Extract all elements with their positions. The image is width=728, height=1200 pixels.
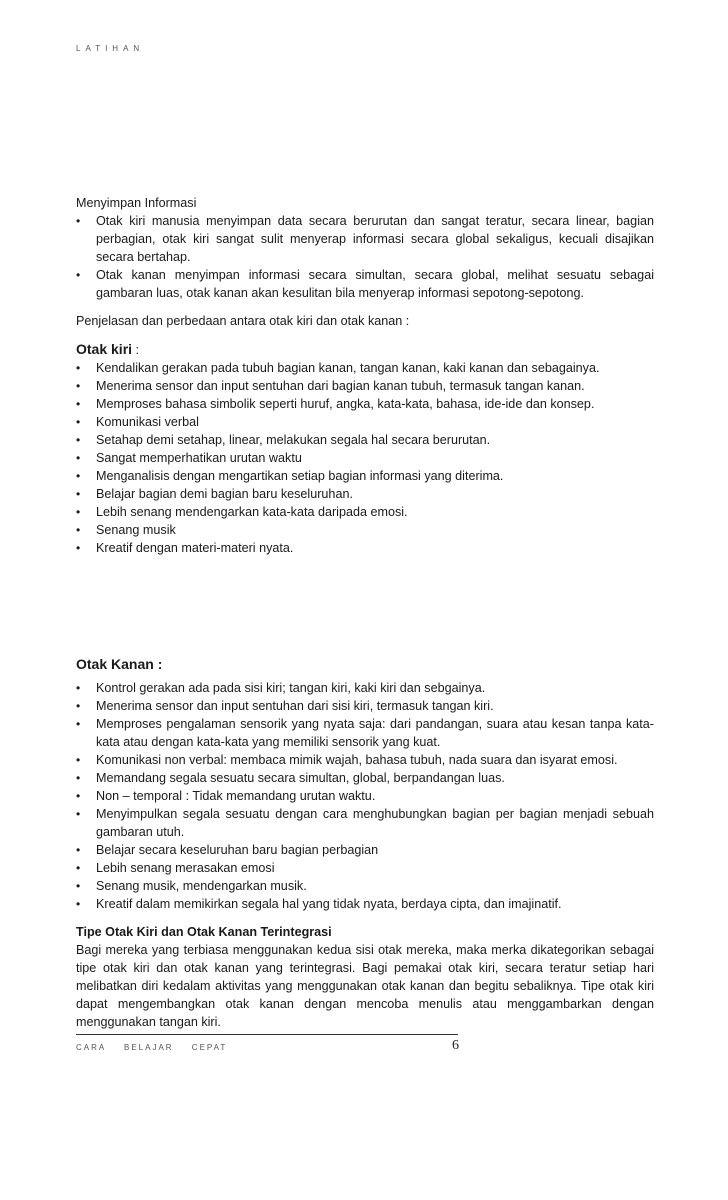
list-item: • Menyimpulkan segala sesuatu dengan cara menghubungkan bagian per bagian menjadi sebuah gambaran utuh.	[76, 807, 654, 839]
bullet-icon: •	[76, 379, 81, 393]
bullet-icon: •	[76, 879, 81, 893]
bullet-icon: •	[76, 699, 81, 713]
bullet-icon: •	[76, 268, 81, 282]
list-item: • Komunikasi non verbal: membaca mimik wajah, bahasa tubuh, nada suara dan isyarat emosi.	[76, 753, 618, 767]
bullet-icon: •	[76, 897, 81, 911]
list-item: • Memproses bahasa simbolik seperti huruf, angka, kata-kata, bahasa, ide-ide dan konsep.	[76, 397, 595, 411]
list-item: • Senang musik, mendengarkan musik.	[76, 879, 307, 893]
list-item: • Memproses pengalaman sensorik yang nyata saja: dari pandangan, suara atau kesan tanpa kata-kata atau dengan kata-kata yang memiliki sensorik yang kuat.	[76, 717, 654, 749]
content-upper	[76, 194, 654, 557]
list-item: • Menerima sensor dan input sentuhan dari sisi kiri, termasuk tangan kiri.	[76, 699, 494, 713]
bullet-icon: •	[76, 541, 81, 555]
page-number: 6	[452, 1038, 459, 1053]
left-brain-heading: Otak kiri :	[76, 341, 140, 357]
list-item: • Senang musik	[76, 523, 176, 537]
list-item: • Setahap demi setahap, linear, melakukan segala hal secara berurutan.	[76, 433, 491, 447]
bullet-icon: •	[76, 789, 81, 803]
list-item: • Kreatif dengan materi-materi nyata.	[76, 541, 294, 555]
list-item: • Lebih senang mendengarkan kata-kata daripada emosi.	[76, 505, 408, 519]
list-item: • Kreatif dalam memikirkan segala hal yang tidak nyata, berdaya cipta, dan imajinatif.	[76, 897, 562, 911]
list-item: • Belajar bagian demi bagian baru keseluruhan.	[76, 487, 353, 501]
right-brain-list	[76, 679, 654, 913]
list-item: • Belajar secara keseluruhan baru bagian perbagian	[76, 843, 379, 857]
integrated-paragraph: Bagi mereka yang terbiasa menggunakan kedua sisi otak mereka, maka merka dikategorikan sebagai tipe otak kiri dan otak kanan yang terintegrasi. Bagi pemakai otak kiri, secara teratur setiap hari melibatkan diri kedalam aktivitas yang menggunakan otak kanan dan begitu sebaliknya. Tipe otak kiri dapat mengembangkan otak kanan dengan mencoba menulis atau menggambarkan dengan menggunakan tangan kiri.	[76, 943, 654, 1029]
bullet-icon: •	[76, 361, 81, 375]
list-item: • Kendalikan gerakan pada tubuh bagian kanan, tangan kanan, kaki kanan dan sebagainya.	[76, 361, 600, 375]
right-brain-title: Otak Kanan :	[76, 656, 163, 672]
store-section-title: Menyimpan Informasi	[76, 196, 197, 210]
list-item: • Kontrol gerakan ada pada sisi kiri; tangan kiri, kaki kiri dan sebgainya.	[76, 681, 486, 695]
footer-divider	[76, 1034, 458, 1035]
list-item: • Non – temporal : Tidak memandang urutan waktu.	[76, 789, 376, 803]
bullet-icon: •	[76, 753, 81, 767]
bullet-icon: •	[76, 717, 81, 731]
bullet-icon: •	[76, 451, 81, 465]
list-item: • Menganalisis dengan mengartikan setiap bagian informasi yang diterima.	[76, 469, 504, 483]
bullet-icon: •	[76, 415, 81, 429]
bullet-icon: •	[76, 433, 81, 447]
bullet-icon: •	[76, 861, 81, 875]
integrated-title: Tipe Otak Kiri dan Otak Kanan Terintegrasi	[76, 925, 332, 939]
bullet-icon: •	[76, 843, 81, 857]
store-list	[76, 212, 654, 302]
left-brain-title: Otak kiri	[76, 341, 133, 357]
list-item: • Menerima sensor dan input sentuhan dari bagian kanan tubuh, termasuk tangan kanan.	[76, 379, 585, 393]
bullet-icon: •	[76, 214, 81, 228]
bullet-icon: •	[76, 469, 81, 483]
bullet-icon: •	[76, 523, 81, 537]
list-item: • Otak kanan menyimpan informasi secara simultan, secara global, melihat sesuatu sebagai gambaran luas, otak kanan akan kesulitan bila menyerap informasi sepotong-sepotong.	[76, 268, 654, 300]
bullet-icon: •	[76, 397, 81, 411]
list-item: • Sangat memperhatikan urutan waktu	[76, 451, 302, 465]
list-item: • Memandang segala sesuatu secara simultan, global, berpandangan luas.	[76, 771, 505, 785]
list-item: • Komunikasi verbal	[76, 415, 199, 429]
bullet-icon: •	[76, 487, 81, 501]
left-brain-list	[76, 359, 654, 557]
list-item: • Lebih senang merasakan emosi	[76, 861, 275, 875]
intro-text: Penjelasan dan perbedaan antara otak kiri dan otak kanan :	[76, 314, 410, 328]
bullet-icon: •	[76, 771, 81, 785]
content-lower	[76, 655, 654, 1031]
running-footer: CARA BELAJAR CEPAT	[76, 1043, 228, 1052]
bullet-icon: •	[76, 681, 81, 695]
list-item: • Otak kiri manusia menyimpan data secara berurutan dan sangat teratur, secara linear, bagian perbagian, otak kiri sangat sulit menyerap informasi secara global sekaligus, kecuali disajikan secara bertahap.	[76, 214, 654, 264]
running-header: LATIHAN	[76, 44, 145, 53]
bullet-icon: •	[76, 807, 81, 821]
bullet-icon: •	[76, 505, 81, 519]
